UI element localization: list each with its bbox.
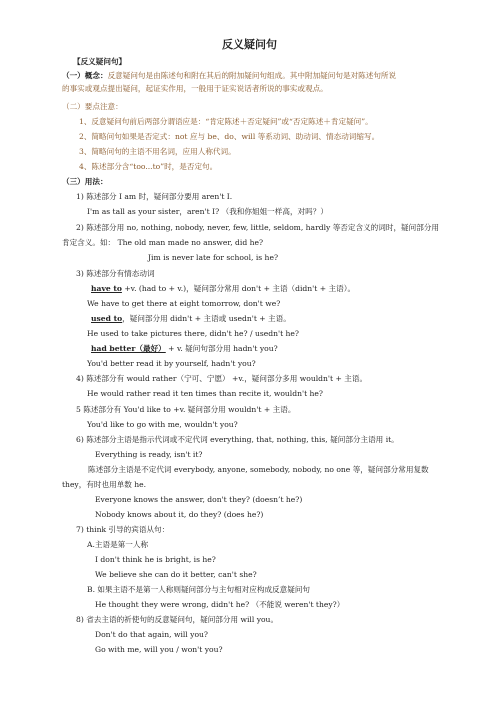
rule-8-example-1: Don't do that again, will you? <box>95 630 208 639</box>
rule-3-have-to-example: We have to get there at eight tomorrow, don't we? <box>87 299 281 308</box>
note-item-1: 1、反意疑问句前后两部分谓语应是：“肯定陈述＋否定疑问”或“否定陈述＋肯定疑问”。 <box>79 117 373 126</box>
rule-6-example-3: Nobody knows about it, do they? (does he?) <box>95 510 264 519</box>
page-title: 反义疑问句 <box>222 38 277 51</box>
have-to-keyword: have to <box>91 284 122 293</box>
notes-heading <box>62 101 123 112</box>
used-to-keyword: used to <box>91 314 123 323</box>
note-item-3: 3、简略问句的主语不用名词，应用人称代词。 <box>79 147 236 156</box>
rule-7-b: B. 如果主语不是第一人称则疑问部分与主句相对应构成反意疑问句 <box>87 585 311 594</box>
had-better-keyword: had better（最好） <box>91 344 166 353</box>
rule-6: 6) 陈述部分主语是指示代词或不定代词 everything, that, nothing, this, 疑问部分主语用 it。 <box>76 435 399 444</box>
rule-5-example: You'd like to go with me, wouldn't you? <box>87 420 238 429</box>
rule-3-had-better-example: You'd better read it by yourself, hadn't you? <box>87 359 256 368</box>
have-to-text: +v. (had to + v.)，疑问部分常用 don't + 主语（didn't + 主语）。 <box>121 284 356 293</box>
rule-6-b-line-2: they，有时也用单数 he. <box>62 480 147 489</box>
note-item-4: 4、陈述部分含“too...to”时，是否定句。 <box>79 162 218 171</box>
used-to-text: ，疑问部分用 didn't + 主语或 usedn't + 主语。 <box>122 314 291 323</box>
section-heading: 【反义疑问句】 <box>73 57 127 66</box>
rule-3-have-to <box>91 283 355 294</box>
rule-3: 3) 陈述部分有情态动词 <box>76 269 155 278</box>
rule-5: 5 陈述部分有 You'd like to +v. 疑问部分用 wouldn't + 主语。 <box>76 405 296 414</box>
rule-4-example: He would rather read it ten times than recite it, wouldn't he? <box>87 389 323 398</box>
usage-heading: （三）用法： <box>62 177 108 186</box>
note-item-2: 2、简略问句如果是否定式：not 应与 be、do、will 等系动词、助动词、情态动词缩写。 <box>79 132 380 141</box>
concept-text-1: 反意疑问句是由陈述句和附在其后的附加疑问句组成。其中附加疑问句是对陈述句所说 <box>107 71 397 80</box>
notes-label: （二）要点注意： <box>62 102 123 111</box>
rule-7-b-example: He thought they were wrong, didn't he? （不能说 weren't they?） <box>95 600 345 609</box>
concept-line-2: 的事实或观点提出疑问，起证实作用，一般用于证实说话者所说的事实或观点。 <box>62 84 328 93</box>
rule-7-a: A.主语是第一人称 <box>87 540 149 549</box>
rule-3-used-to <box>91 313 291 324</box>
rule-3-used-to-example: He used to take pictures there, didn't he? / usedn't he? <box>87 329 299 338</box>
rule-7-a-example-1: I don't think he is bright, is he? <box>95 555 216 564</box>
rule-1-example: I'm as tall as your sister，aren't I? （我和你姐姐一样高，对吗？） <box>87 207 328 216</box>
rule-2-b: 肯定含义。如： The old man made no answer, did he? <box>62 238 264 247</box>
rule-1: 1) 陈述部分 I am 时，疑问部分要用 aren't I. <box>76 192 233 201</box>
rule-7: 7) think 引导的宾语从句： <box>76 525 170 534</box>
rule-8-example-2: Go with me, will you / won't you? <box>95 645 223 654</box>
rule-2-a: 2) 陈述部分用 no, nothing, nobody, never, few, little, seldom, hardly 等否定含义的词时，疑问部分用 <box>76 223 440 232</box>
concept-line-1 <box>62 70 396 81</box>
rule-3-had-better <box>91 343 278 354</box>
rule-7-a-example-2: We believe she can do it better, can't she? <box>95 570 257 579</box>
rule-8: 8) 省去主语的祈使句的反意疑问句，疑问部分用 will you。 <box>76 615 279 624</box>
rule-6-example-2: Everyone knows the answer, don't they? (doesn’t he?) <box>95 495 303 504</box>
rule-4: 4) 陈述部分有 would rather（宁可、宁愿） +v.，疑问部分多用 wouldn't + 主语。 <box>76 374 368 383</box>
rule-6-b-line-1: 陈述部分主语是不定代词 everybody, anyone, somebody, nobody, no one 等，疑问部分常用复数 <box>88 465 429 474</box>
concept-label: （一）概念： <box>62 71 108 80</box>
rule-6-example: Everything is ready, isn't it? <box>95 450 203 459</box>
rule-2-example: Jim is never late for school, is he? <box>148 253 279 262</box>
had-better-text: + v. 疑问句部分用 hadn't you? <box>165 344 278 353</box>
